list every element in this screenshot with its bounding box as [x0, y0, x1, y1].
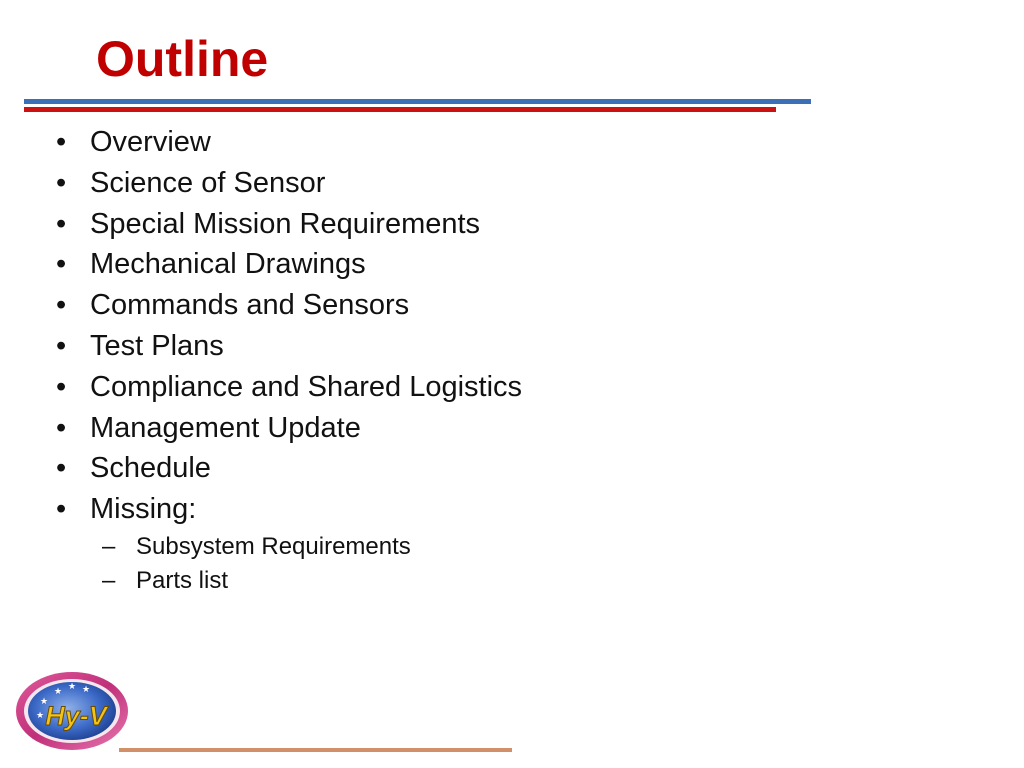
- svg-text:★: ★: [82, 685, 91, 695]
- bullet-marker: •: [56, 493, 67, 526]
- outline-item-test-plans: [0, 326, 1024, 367]
- outline-item-label: Science of Sensor: [90, 166, 326, 199]
- bullet-marker: •: [56, 207, 67, 240]
- missing-sub-list: [0, 530, 1024, 598]
- sub-item-subsystem-requirements: [0, 530, 1024, 564]
- outline-item-label: Overview: [90, 126, 211, 158]
- outline-item-label: Commands and Sensors: [90, 289, 410, 322]
- outline-item-schedule: [0, 448, 1024, 489]
- sub-item-label: Parts list: [136, 567, 229, 594]
- hy-v-logo-icon: [14, 670, 130, 752]
- outline-item-label: Mechanical Drawings: [90, 248, 366, 281]
- sub-item-label: Subsystem Requirements: [136, 533, 411, 560]
- outline-item-commands-and-sensors: [0, 285, 1024, 326]
- outline-item-label: Missing:: [90, 493, 197, 526]
- outline-item-missing: [0, 489, 1024, 530]
- bullet-marker: •: [56, 166, 67, 199]
- svg-text:★: ★: [36, 711, 45, 721]
- title-divider-blue: [24, 99, 811, 104]
- outline-item-label: Schedule: [90, 452, 211, 485]
- sub-bullet-marker: –: [102, 567, 116, 594]
- bullet-marker: •: [56, 289, 67, 322]
- outline-list: [0, 122, 1024, 530]
- outline-item-label: Test Plans: [90, 329, 224, 362]
- logo-wordmark: Hy-V: [45, 701, 107, 731]
- bullet-marker: •: [56, 411, 67, 444]
- bullet-marker: •: [56, 329, 67, 362]
- outline-item-special-mission-requirements: [0, 204, 1024, 245]
- bullet-marker: •: [56, 370, 67, 403]
- sub-item-parts-list: [0, 564, 1024, 598]
- bullet-marker: •: [56, 248, 67, 281]
- outline-item-overview: [0, 122, 1024, 163]
- svg-text:★: ★: [54, 687, 63, 697]
- outline-item-label: Compliance and Shared Logistics: [90, 370, 523, 403]
- outline-item-compliance-and-shared-logistics: [0, 367, 1024, 408]
- outline-item-science-of-sensor: [0, 163, 1024, 204]
- footer-divider: [119, 748, 512, 752]
- bullet-marker: •: [56, 452, 67, 485]
- outline-item-management-update: [0, 408, 1024, 449]
- bullet-marker: •: [56, 126, 67, 158]
- svg-text:★: ★: [68, 682, 77, 692]
- outline-item-mechanical-drawings: [0, 244, 1024, 285]
- outline-item-label: Management Update: [90, 411, 361, 444]
- sub-bullet-marker: –: [102, 533, 116, 560]
- outline-item-label: Special Mission Requirements: [90, 207, 481, 240]
- title-divider-red: [24, 107, 776, 112]
- slide-title: Outline: [96, 31, 269, 87]
- svg-text:★: ★: [40, 697, 49, 707]
